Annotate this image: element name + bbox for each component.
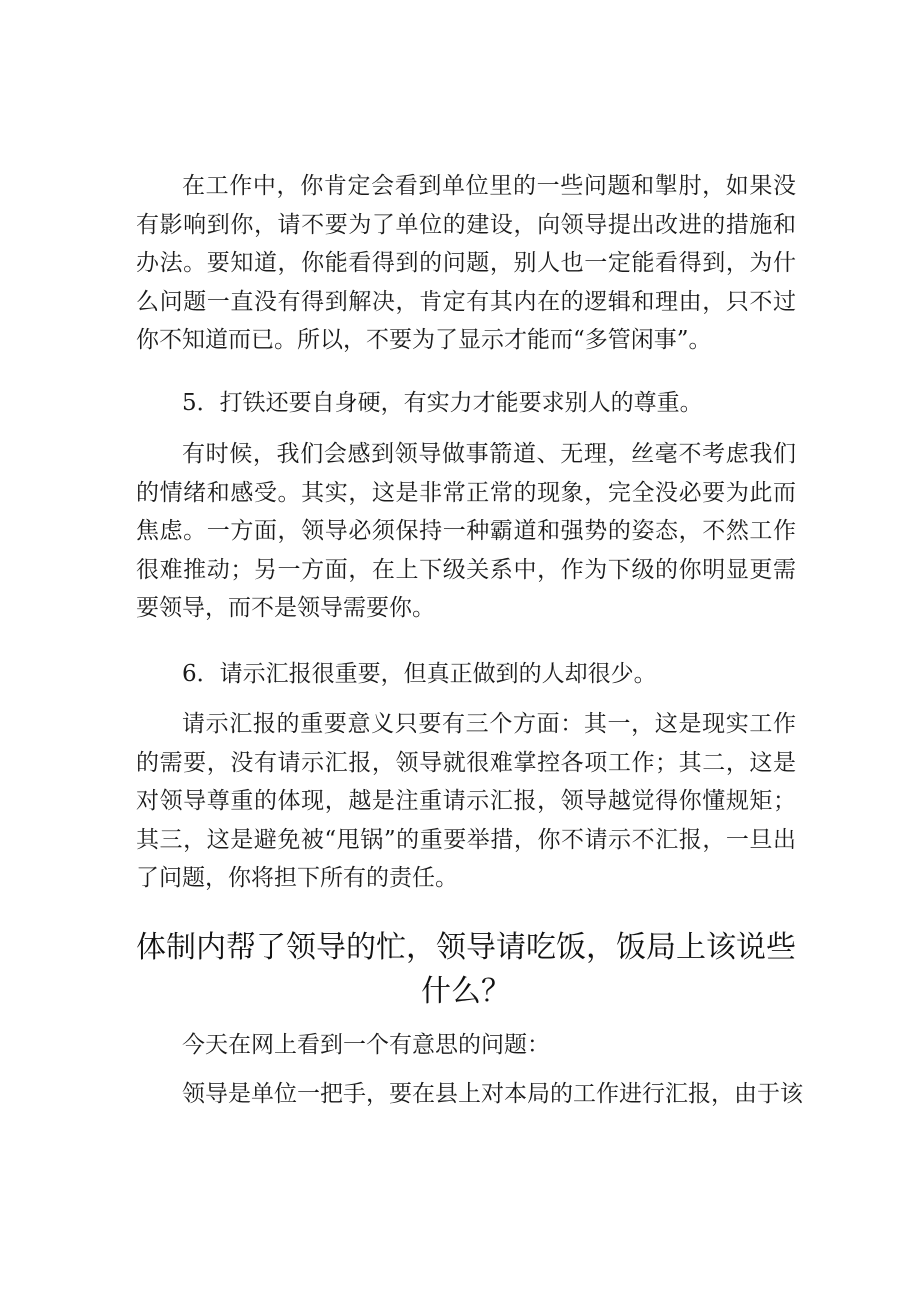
point-5-heading: 5．打铁还要自身硬，有实力才能要求别人的尊重。: [182, 390, 703, 416]
paragraph-leadership-attitude: 有时候，我们会感到领导做事箭道、无理，丝毫不考虑我们的情绪和感受。其实，这是非常正常的现象，完全没必要为此而焦虑。一方面，领导必须保持一种霸道和强势的姿态，不然工作很难推动；另一方面，在上下级关系中，作为下级的你明显更需要领导，而不是领导需要你。: [136, 441, 796, 621]
point-6-heading: 6．请示汇报很重要，但真正做到的人却很少。: [182, 661, 657, 687]
paragraph-reporting-importance: 请示汇报的重要意义只要有三个方面：其一，这是现实工作的需要，没有请示汇报，领导就很难掌控各项工作；其二，这是对领导尊重的体现，越是注重请示汇报，领导越觉得你懂规矩；其三，这是避免被“甩锅”的重要举措，你不请示不汇报，一旦出了问题，你将担下所有的责任。: [136, 711, 796, 891]
intro-paragraph: 今天在网上看到一个有意思的问题：: [182, 1032, 550, 1058]
paragraph-no-meddling: 在工作中，你肯定会看到单位里的一些问题和掣肘，如果没有影响到你，请不要为了单位的建设，向领导提出改进的措施和办法。要知道，你能看得到的问题，别人也一定能看得到，为什么问题一直没有得到解决，肯定有其内在的逻辑和理由，只不过你不知道而已。所以，不要为了显示才能而“多管闲事”。: [136, 173, 796, 353]
article-title: 体制内帮了领导的忙，领导请吃饭，饭局上该说些什么？: [136, 930, 796, 1009]
story-paragraph: 领导是单位一把手，要在县上对本局的工作进行汇报，由于该: [182, 1081, 803, 1107]
